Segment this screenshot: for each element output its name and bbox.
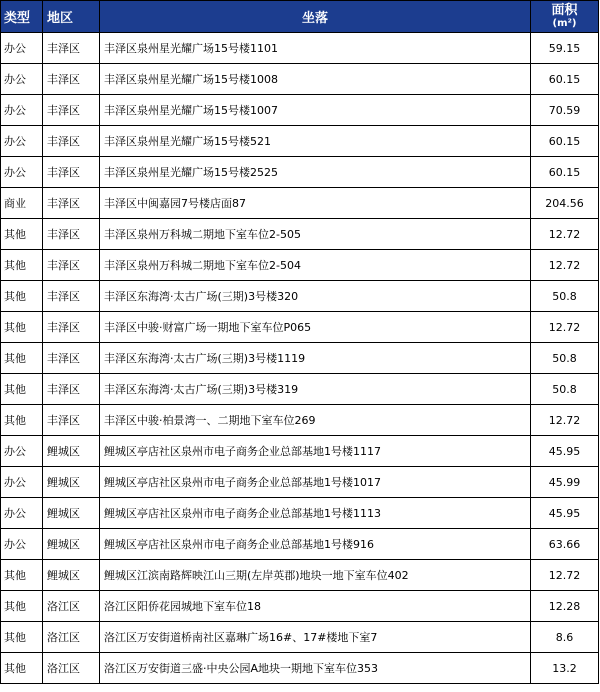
cell-type: 办公 [1,467,43,498]
cell-district: 丰泽区 [43,33,100,64]
cell-district: 丰泽区 [43,250,100,281]
cell-address: 丰泽区泉州星光耀广场15号楼2525 [100,157,531,188]
cell-type: 其他 [1,374,43,405]
table-row [1,312,599,343]
cell-address: 丰泽区中闽嘉园7号楼店面87 [100,188,531,219]
cell-area: 45.95 [531,498,599,529]
cell-district: 洛江区 [43,591,100,622]
cell-type: 商业 [1,188,43,219]
cell-address: 丰泽区泉州星光耀广场15号楼1101 [100,33,531,64]
cell-type: 办公 [1,95,43,126]
table-row [1,64,599,95]
cell-district: 丰泽区 [43,64,100,95]
cell-address: 丰泽区泉州星光耀广场15号楼1008 [100,64,531,95]
table-row [1,591,599,622]
table-row [1,560,599,591]
cell-type: 其他 [1,591,43,622]
table-row [1,126,599,157]
cell-area: 50.8 [531,281,599,312]
cell-area: 60.15 [531,157,599,188]
cell-address: 丰泽区泉州万科城二期地下室车位2-504 [100,250,531,281]
cell-district: 丰泽区 [43,281,100,312]
cell-district: 洛江区 [43,653,100,684]
cell-address: 丰泽区东海湾·太古广场(三期)3号楼1119 [100,343,531,374]
cell-type: 其他 [1,405,43,436]
column-header-address: 坐落 [100,1,531,33]
cell-district: 鲤城区 [43,529,100,560]
cell-type: 其他 [1,219,43,250]
table-body [1,33,599,684]
column-header-area [531,1,599,33]
cell-area: 12.72 [531,219,599,250]
table-row [1,250,599,281]
cell-address: 鲤城区亭店社区泉州市电子商务企业总部基地1号楼916 [100,529,531,560]
table-row [1,529,599,560]
cell-district: 鲤城区 [43,467,100,498]
table-row [1,653,599,684]
area-header-label: 面积 [551,2,578,18]
cell-type: 办公 [1,436,43,467]
table-row [1,405,599,436]
cell-address: 丰泽区泉州星光耀广场15号楼1007 [100,95,531,126]
area-header-unit: (m²) [552,17,577,29]
cell-area: 12.72 [531,405,599,436]
cell-type: 办公 [1,64,43,95]
cell-district: 洛江区 [43,622,100,653]
table-row [1,33,599,64]
cell-address: 丰泽区东海湾·太古广场(三期)3号楼320 [100,281,531,312]
cell-type: 其他 [1,622,43,653]
cell-type: 办公 [1,498,43,529]
cell-type: 办公 [1,157,43,188]
cell-address: 洛江区万安街道桥南社区嘉琳广场16#、17#楼地下室7 [100,622,531,653]
table-row [1,436,599,467]
table-row [1,157,599,188]
cell-type: 其他 [1,560,43,591]
cell-area: 60.15 [531,64,599,95]
cell-area: 63.66 [531,529,599,560]
column-header-district: 地区 [43,1,100,33]
cell-district: 丰泽区 [43,312,100,343]
table-row [1,622,599,653]
cell-area: 8.6 [531,622,599,653]
cell-address: 丰泽区中骏·财富广场一期地下室车位P065 [100,312,531,343]
cell-type: 其他 [1,312,43,343]
cell-area: 12.28 [531,591,599,622]
cell-district: 鲤城区 [43,498,100,529]
column-header-type: 类型 [1,1,43,33]
cell-address: 鲤城区江滨南路辉映江山三期(左岸英郡)地块一地下室车位402 [100,560,531,591]
table-row [1,467,599,498]
table-row [1,188,599,219]
cell-district: 丰泽区 [43,374,100,405]
cell-address: 鲤城区亭店社区泉州市电子商务企业总部基地1号楼1117 [100,436,531,467]
cell-address: 洛江区阳侨花园城地下室车位18 [100,591,531,622]
cell-address: 洛江区万安街道三盛·中央公园A地块一期地下室车位353 [100,653,531,684]
cell-type: 办公 [1,529,43,560]
cell-type: 其他 [1,250,43,281]
cell-type: 其他 [1,343,43,374]
cell-type: 其他 [1,653,43,684]
cell-district: 丰泽区 [43,157,100,188]
cell-district: 丰泽区 [43,405,100,436]
cell-area: 12.72 [531,250,599,281]
cell-area: 70.59 [531,95,599,126]
table-row [1,343,599,374]
cell-area: 59.15 [531,33,599,64]
table-header-row [1,1,599,33]
cell-district: 丰泽区 [43,95,100,126]
cell-address: 丰泽区中骏·柏景湾一、二期地下室车位269 [100,405,531,436]
table-row [1,498,599,529]
table-row [1,374,599,405]
cell-type: 办公 [1,126,43,157]
cell-area: 45.99 [531,467,599,498]
cell-type: 其他 [1,281,43,312]
cell-district: 丰泽区 [43,343,100,374]
cell-district: 鲤城区 [43,560,100,591]
cell-area: 60.15 [531,126,599,157]
cell-address: 丰泽区泉州万科城二期地下室车位2-505 [100,219,531,250]
cell-area: 12.72 [531,560,599,591]
cell-area: 50.8 [531,374,599,405]
cell-area: 204.56 [531,188,599,219]
table-row [1,281,599,312]
table-row [1,95,599,126]
cell-address: 丰泽区泉州星光耀广场15号楼521 [100,126,531,157]
cell-district: 鲤城区 [43,436,100,467]
table-row [1,219,599,250]
cell-address: 鲤城区亭店社区泉州市电子商务企业总部基地1号楼1017 [100,467,531,498]
cell-area: 13.2 [531,653,599,684]
cell-type: 办公 [1,33,43,64]
cell-area: 50.8 [531,343,599,374]
cell-area: 12.72 [531,312,599,343]
cell-district: 丰泽区 [43,188,100,219]
cell-address: 鲤城区亭店社区泉州市电子商务企业总部基地1号楼1113 [100,498,531,529]
cell-district: 丰泽区 [43,219,100,250]
cell-address: 丰泽区东海湾·太古广场(三期)3号楼319 [100,374,531,405]
cell-area: 45.95 [531,436,599,467]
cell-district: 丰泽区 [43,126,100,157]
